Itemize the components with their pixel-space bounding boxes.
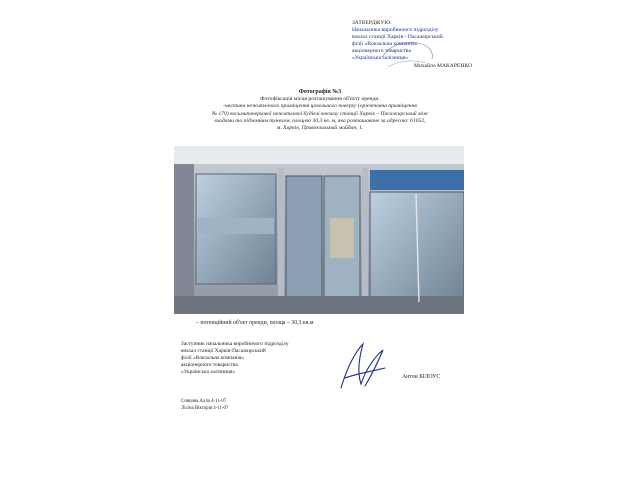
approval-line: Начальника виробничого підрозділу xyxy=(352,27,439,34)
premises-photo xyxy=(174,146,464,314)
approval-line: «Українська залізниця» xyxy=(352,55,409,62)
handwritten-signature xyxy=(335,338,389,392)
contact-line: Лісіна Вікторія 4-11-07 xyxy=(181,406,229,411)
footer-signer-block xyxy=(181,341,341,376)
description-line: м. Харків, Привокзальний майдан, 1. xyxy=(276,125,364,132)
approval-line: акціонерного товариства xyxy=(352,48,411,55)
approval-line: вокзал станції Харків - Пасажирський xyxy=(352,34,443,41)
signer-line: вокзал станції Харків-Пасажирський xyxy=(181,348,266,354)
photo-caption: – потенційний об'єкт оренди, площа – 30,3 кв.м xyxy=(196,320,314,326)
signer-line: «Українська залізниця» xyxy=(181,369,235,375)
footer-signer-name: Антон БІЛОУС xyxy=(402,374,441,380)
description-line: входами та підземним тунелем, площею 30,3 кв. м, яка розташоване за адресою: 61052, xyxy=(214,117,426,124)
signer-line: філії «Вокзальна компанія» xyxy=(181,355,245,361)
signer-line: Заступник начальника виробничого підрозділу xyxy=(181,341,289,347)
contacts-block xyxy=(181,398,228,412)
document-title: Фотографія №3 xyxy=(298,89,342,95)
title-block xyxy=(160,89,480,132)
contact-line: Сивцова Алла 4-11-07 xyxy=(181,399,227,404)
document-subtitle: Фотофіксація місця розташування об'єкту оренди. xyxy=(260,96,380,103)
signer-line: акціонерного товариства xyxy=(181,362,238,368)
approval-line: філії «Вокзальна компанія» xyxy=(352,41,418,48)
photo-illustration xyxy=(174,146,464,314)
description-line: -частина нежитлового приміщення цокольного поверху (орієнтовна приміщення xyxy=(223,103,417,110)
description-line: № 170) восьмиповерхової нежитлової будівлі вокзалу станції Харків – Пасажирський між xyxy=(211,110,429,117)
approval-block xyxy=(352,20,472,70)
approval-heading: ЗАТВЕРДЖУЮ: xyxy=(352,20,392,26)
approval-signer: Михайло МАКАРЕНКО xyxy=(413,62,472,69)
